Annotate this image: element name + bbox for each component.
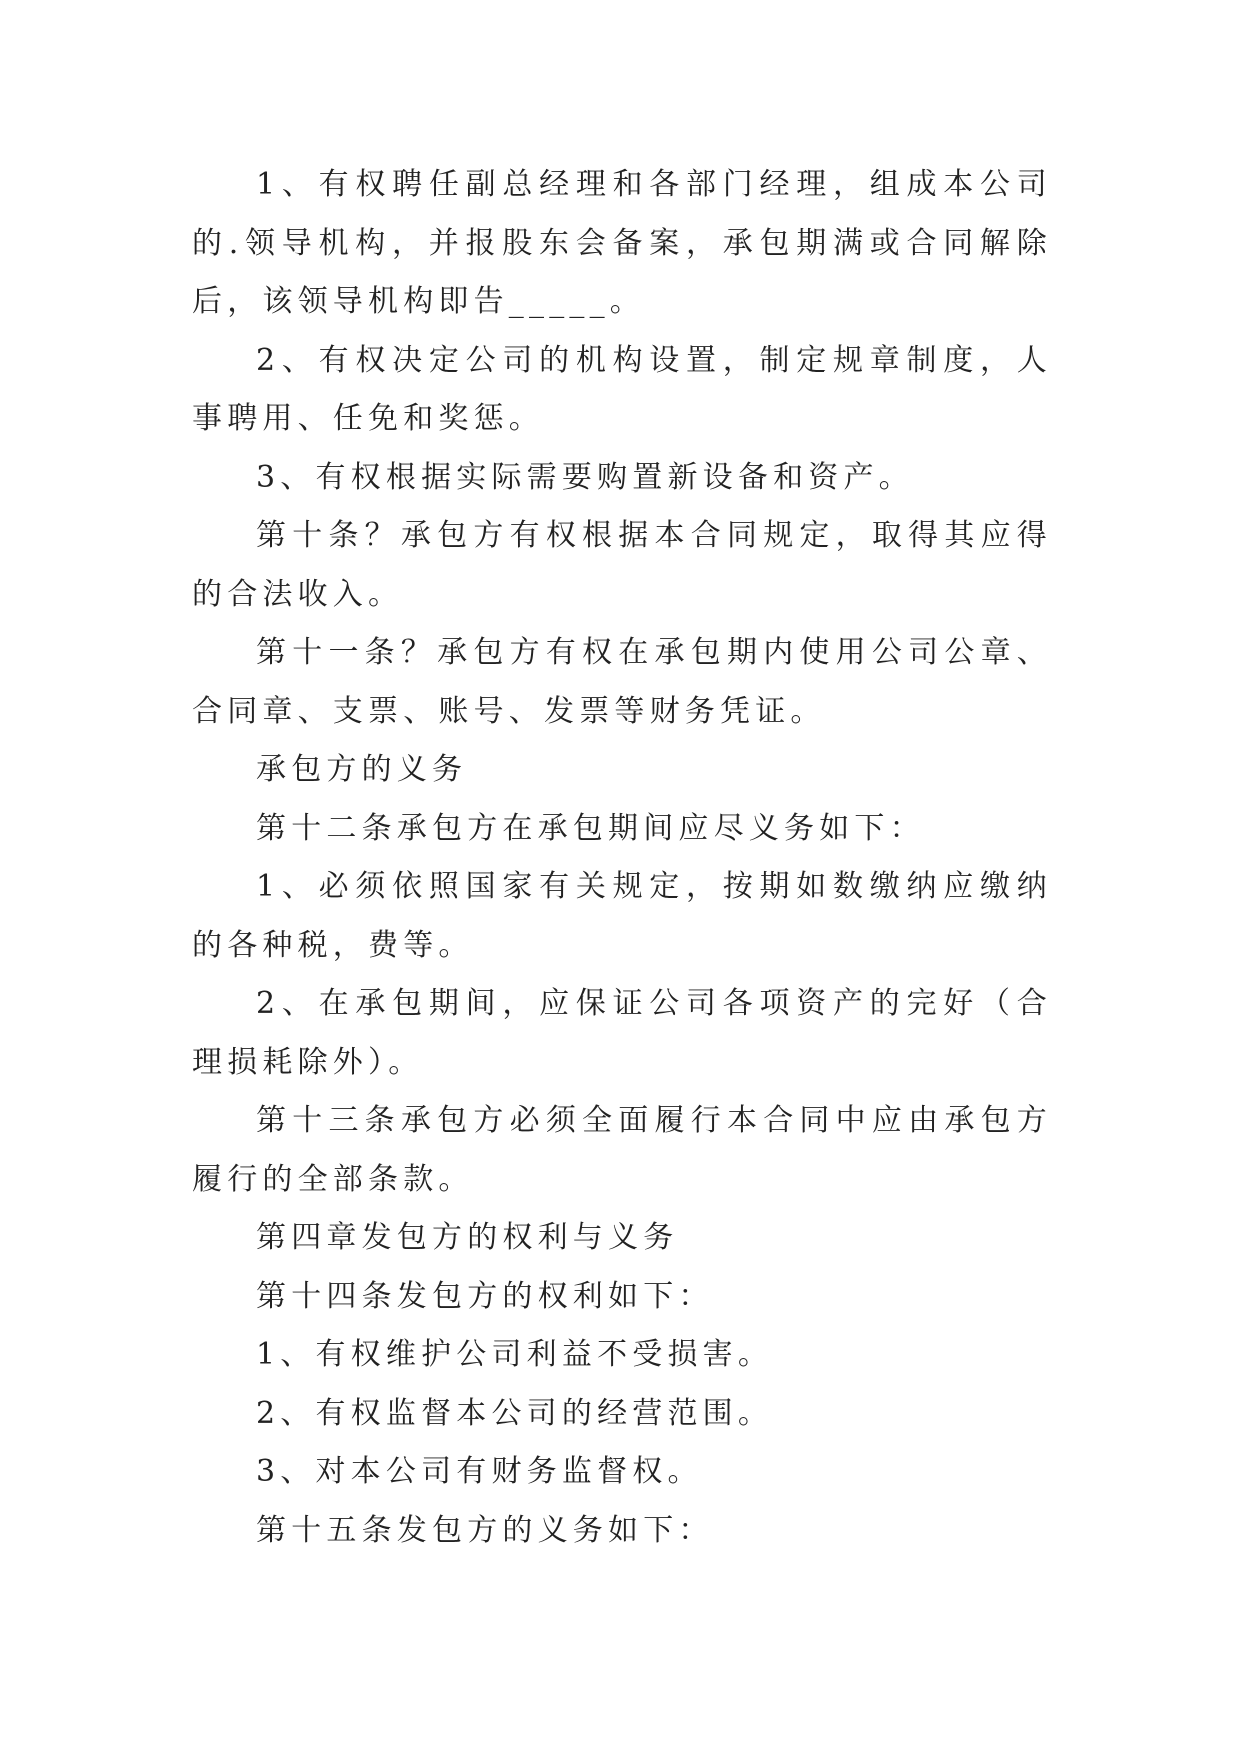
- paragraph-article-11: 第十一条？承包方有权在承包期内使用公司公章、合同章、支票、账号、发票等财务凭证。: [192, 635, 1052, 729]
- paragraph-protect-interests: 1、有权维护公司利益不受损害。: [256, 1337, 774, 1372]
- paragraph-article-12: 第十二条承包方在承包期间应尽义务如下：: [256, 810, 925, 846]
- section-heading-contractor-duties: 承包方的义务: [256, 752, 468, 787]
- paragraph-article-14: 第十四条发包方的权利如下：: [256, 1278, 714, 1314]
- paragraph-article-10: 第十条？承包方有权根据本合同规定，取得其应得的合法收入。: [192, 518, 1052, 612]
- paragraph-purchase-equipment: 3、有权根据实际需要购置新设备和资产。: [256, 459, 914, 495]
- document-body: [192, 156, 1052, 1560]
- paragraph-supervise-scope: 2、有权监督本公司的经营范围。: [256, 1395, 774, 1431]
- paragraph-financial-supervision: 3、对本公司有财务监督权。: [256, 1454, 703, 1489]
- paragraph-organization-rules: 2、有权决定公司的机构设置，制定规章制度，人事聘用、任免和奖惩。: [192, 342, 1052, 436]
- paragraph-article-13: 第十三条承包方必须全面履行本合同中应由承包方履行的全部条款。: [192, 1103, 1052, 1197]
- paragraph-protect-assets: 2、在承包期间，应保证公司各项资产的完好（合理损耗除外）。: [192, 986, 1052, 1080]
- paragraph-pay-taxes: 1、必须依照国家有关规定，按期如数缴纳应缴纳的各种税，费等。: [192, 869, 1052, 963]
- chapter-heading-4: 第四章发包方的权利与义务: [256, 1220, 679, 1255]
- paragraph-article-15: 第十五条发包方的义务如下：: [256, 1512, 714, 1548]
- paragraph-appoint-managers: 1、有权聘任副总经理和各部门经理，组成本公司的.领导机构，并报股东会备案，承包期满或合同解除后，该领导机构即告_____。: [192, 167, 1052, 319]
